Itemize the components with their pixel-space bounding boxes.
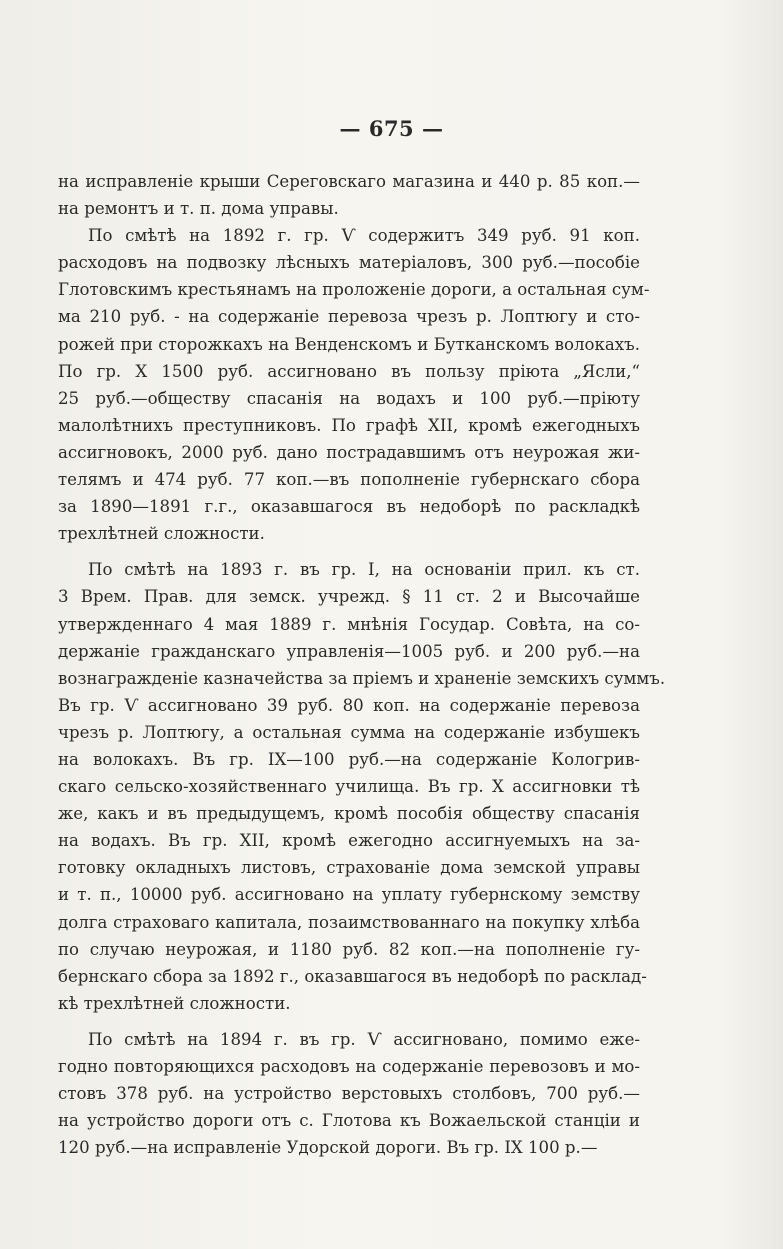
text-line: рожей при сторожкахъ на Венденскомъ и Бутканскомъ волокахъ. (58, 334, 640, 354)
text-line: скаго сельско-хозяйственнаго училища. Въ гр. Х ассигновки тѣ (58, 777, 640, 797)
text-line: готовку окладныхъ листовъ, страхованіе дома земской управы (58, 858, 640, 878)
text-line: на исправленіе крыши Сереговскаго магазина и 440 р. 85 коп.— (58, 172, 640, 191)
text-line: на устройство дороги отъ с. Глотова къ Вожаельской станціи и (58, 1111, 640, 1131)
text-line: стовъ 378 руб. на устройство верстовыхъ столбовъ, 700 руб.— (58, 1084, 640, 1104)
text-line: ма 210 руб. - на содержаніе перевоза чрезъ р. Лоптюгу и сто- (58, 307, 640, 327)
text-line: долга страховаго капитала, позаимствованнаго на покупку хлѣба (58, 912, 640, 932)
text-line: бернскаго сбора за 1892 г., оказавшагося въ недоборѣ по расклад- (58, 966, 647, 986)
text-line: трехлѣтней сложности. (58, 524, 265, 544)
text-line: на ремонтъ и т. п. дома управы. (58, 199, 339, 219)
text-line: по случаю неурожая, и 1180 руб. 82 коп.—на пополненіе гу- (58, 939, 640, 959)
text-line: годно повторяющихся расходовъ на содержаніе перевозовъ и мо- (58, 1057, 640, 1076)
text-line: 120 руб.—на исправленіе Удорской дороги. Въ гр. IX 100 р.— (58, 1138, 598, 1158)
text-line: утвержденнаго 4 мая 1889 г. мнѣнія Государ. Совѣта, на со- (58, 614, 640, 634)
text-line: и т. п., 10000 руб. ассигновано на уплату губернскому земству (58, 885, 640, 905)
page-number: — 675 — (339, 116, 444, 141)
text-line: держаніе гражданскаго управленія—1005 руб. и 200 руб.—на (58, 641, 640, 661)
text-line: за 1890—1891 г.г., оказавшагося въ недоборѣ по раскладкѣ (58, 497, 640, 517)
text-line: По смѣтѣ на 1893 г. въ гр. I, на основаніи прил. къ ст. (88, 560, 640, 580)
text-line: По смѣтѣ на 1894 г. въ гр. Ѵ ассигновано, помимо еже- (88, 1029, 640, 1049)
text-line: на водахъ. Въ гр. XII, кромѣ ежегодно ассигнуемыхъ на за- (58, 831, 640, 851)
text-line: По смѣтѣ на 1892 г. гр. Ѵ содержитъ 349 руб. 91 коп. (88, 226, 640, 246)
text-line: малолѣтнихъ преступниковъ. По графѣ XII, кромѣ ежегодныхъ (58, 415, 640, 435)
body-text (58, 168, 666, 1161)
text-line: 3 Врем. Прав. для земск. учрежд. § 11 ст. 2 и Высочайше (58, 587, 640, 607)
text-line: Въ гр. Ѵ ассигновано 39 руб. 80 коп. на содержаніе перевоза (58, 695, 640, 715)
text-line: кѣ трехлѣтней сложности. (58, 993, 291, 1013)
text-line: Глотовскимъ крестьянамъ на проложеніе дороги, а остальная сум- (58, 280, 650, 300)
text-line: на волокахъ. Въ гр. IX—100 руб.—на содержаніе Кологрив- (58, 749, 640, 769)
text-line: 25 руб.—обществу спасанія на водахъ и 100 руб.—пріюту (58, 388, 640, 408)
text-line: же, какъ и въ предыдущемъ, кромѣ пособія обществу спасанія (58, 804, 640, 824)
text-line: чрезъ р. Лоптюгу, а остальная сумма на содержаніе избушекъ (58, 722, 640, 742)
text-line: вознагражденіе казначейства за пріемъ и храненіе земскихъ суммъ. (58, 668, 666, 688)
text-line: телямъ и 474 руб. 77 коп.—въ пополненіе губернскаго сбора (58, 470, 640, 490)
text-line: По гр. Х 1500 руб. ассигновано въ пользу пріюта „Ясли,“ (58, 361, 640, 381)
text-line: ассигновокъ, 2000 руб. дано пострадавшимъ отъ неурожая жи- (58, 442, 640, 462)
text-line: расходовъ на подвозку лѣсныхъ матеріаловъ, 300 руб.—пособіе (58, 253, 640, 273)
